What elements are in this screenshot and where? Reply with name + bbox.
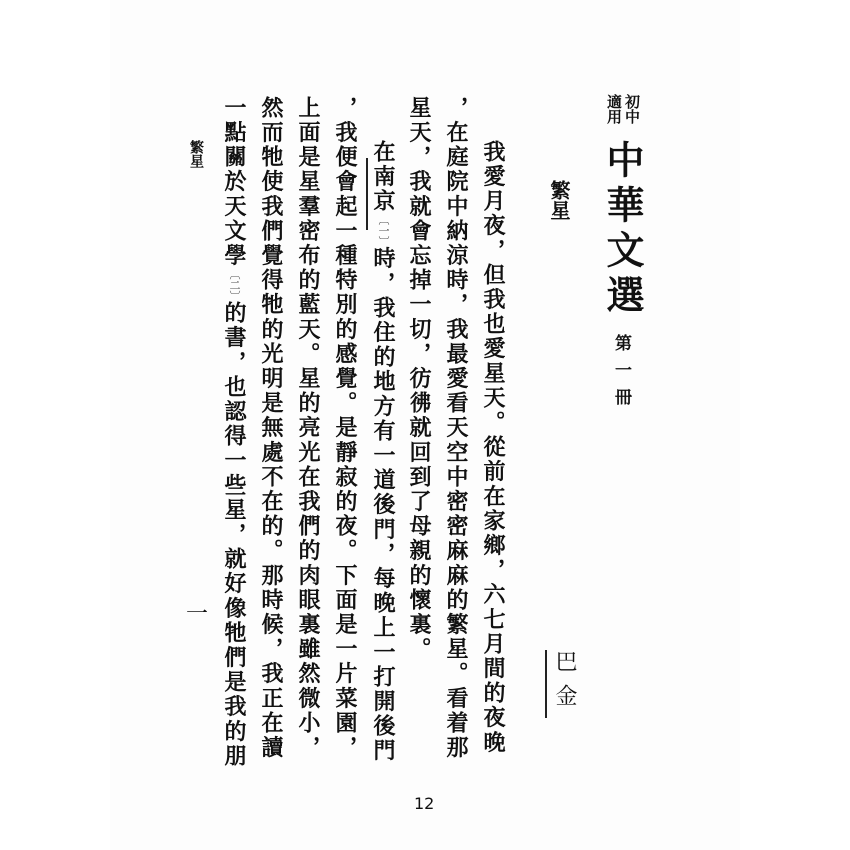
proper-noun-mark xyxy=(366,158,368,230)
section-number: 一 xyxy=(186,602,209,627)
text-column-5: ，我便會起一種特別的感覺。是靜寂的夜。下面是一片菜園， xyxy=(332,96,358,761)
lesson-author: 巴金 xyxy=(545,650,577,718)
text-column-4 xyxy=(368,140,398,763)
volume-label: 第一冊 xyxy=(611,334,631,415)
page-number: 12 xyxy=(414,794,435,813)
footnote-marker[interactable]: 〔一〕 xyxy=(377,213,390,247)
series-label: 初中適用 xyxy=(605,94,641,124)
column-text: 一點關於天文學 xyxy=(221,96,247,269)
column-text: 的書，也認得一些星，就好像牠們是我的朋 xyxy=(221,301,247,769)
footnote-marker[interactable]: 〔二〕 xyxy=(228,268,241,302)
text-column-7: 然而牠使我們覺得牠的光明是無處不在的。那時候，我正在讀 xyxy=(258,96,284,761)
lesson-title: 繁星 xyxy=(547,180,571,220)
book-title: 中華文選 xyxy=(600,140,645,320)
text-column-6: 上面是星羣密布的藍天。星的亮光在我們的肉眼裏雖然微小， xyxy=(295,96,321,761)
running-title: 繁星 xyxy=(188,140,204,168)
text-column-1: 我愛月夜，但我也愛星天。從前在家鄉，六七月間的夜晚 xyxy=(480,140,506,755)
column-text: 時，我住的地方有一道後門，每晚上一打開後門 xyxy=(370,246,396,764)
text-column-2: ，在庭院中納涼時，我最愛看天空中密密麻麻的繁星。看着那 xyxy=(443,96,469,761)
text-column-8 xyxy=(219,96,249,769)
text-column-3: 星天，我就會忘掉一切，彷彿就回到了母親的懷裏。 xyxy=(406,96,432,662)
column-text: 在南京 xyxy=(370,140,396,214)
